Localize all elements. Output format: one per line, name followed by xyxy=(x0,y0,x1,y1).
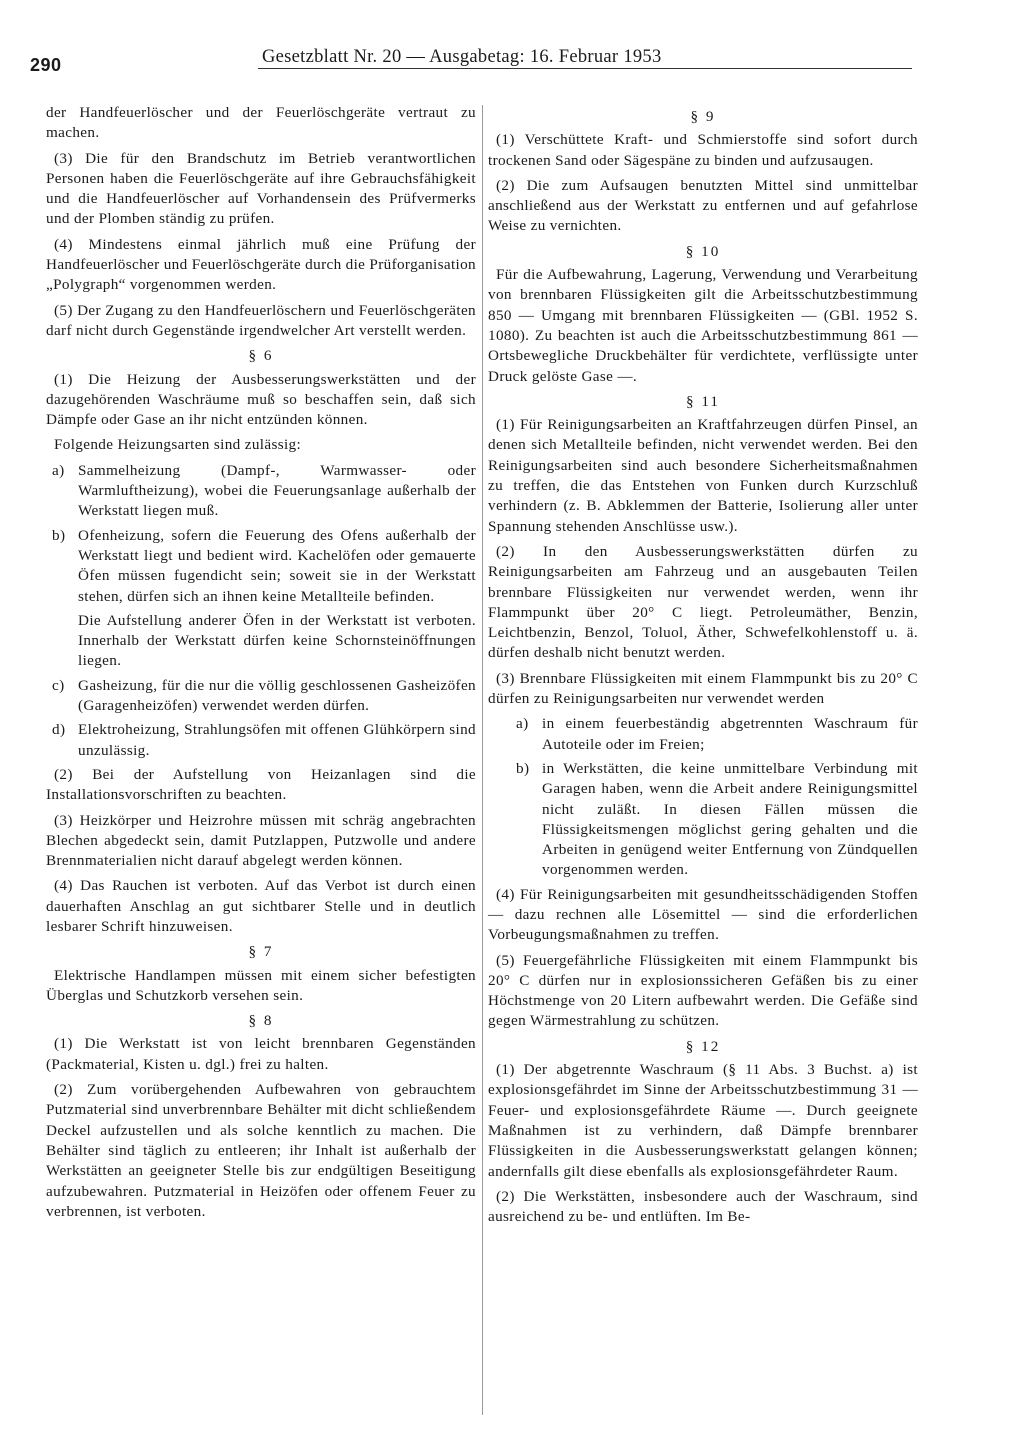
list-text: Elektroheizung, Strahlungsöfen mit offenen Glühkörpern sind unzulässig. xyxy=(78,721,476,759)
paragraph: (4) Das Rauchen ist verboten. Auf das Verbot ist durch einen dauerhaften Anschlag an gut sichtbarer Stelle und in deutlich lesbarer Schrift hinzuweisen. xyxy=(46,877,476,935)
paragraph: (4) Für Reinigungsarbeiten mit gesundheitsschädigenden Stoffen — dazu rechnen alle Lösemittel — sind die erforderlichen Vorbeugungsmaßnahmen zu treffen. xyxy=(488,885,918,944)
list-text: in einem feuerbeständig abgetrennten Waschraum für Autoteile oder im Freien; xyxy=(542,715,918,753)
paragraph: (2) Bei der Aufstellung von Heizanlagen sind die Installationsvorschriften zu beachten. xyxy=(46,765,476,804)
paragraph: (4) Mindestens einmal jährlich muß eine Prüfung der Handfeuerlöscher und Feuerlöschgeräte durch die Prüforganisation „Polygraph“ vorgenommen werden. xyxy=(46,235,476,294)
paragraph: Elektrische Handlampen müssen mit einem sicher befestigten Überglas und Schutzkorb versehen sein. xyxy=(46,966,476,1004)
paragraph: (2) In den Ausbesserungswerkstätten dürfen zu Reinigungsarbeiten am Fahrzeug und an ausgebauten Teilen brennbare Flüssigkeiten nur verwendet werden, wenn ihr Flammpunkt über 20° C liegt. Petroleumäther, Benzin, Leichtbenzin, Benzol, Toluol, Äther, Schwefelkohlenstoff u. ä. dürfen deshalb nicht benutzt werden. xyxy=(488,542,918,662)
list-text: in Werkstätten, die keine unmittelbare Verbindung mit Garagen haben, wenn die Arbeit andere Reinigungsmittel nicht zuläßt. In diesen Fällen müssen die Flüssigkeitsmengen möglichst gering gehalten und die Arbeiten in genügend weiter Entfernung von Zündquellen vorgenommen werden. xyxy=(542,759,918,879)
paragraph: (1) Verschüttete Kraft- und Schmierstoffe sind sofort durch trockenen Sand oder Sägespäne zu binden und aufzusaugen. xyxy=(488,131,918,169)
list-text: Gasheizung, für die nur die völlig geschlossenen Gasheizöfen (Garagenheizöfen) verwendet werden dürfen. xyxy=(78,676,476,715)
list-item xyxy=(516,714,918,755)
right-column xyxy=(488,103,918,1232)
gazette-header: Gesetzblatt Nr. 20 — Ausgabetag: 16. Februar 1953 xyxy=(262,47,662,67)
list-marker: d) xyxy=(52,721,66,739)
paragraph: (3) Die für den Brandschutz im Betrieb verantwortlichen Personen haben die Feuerlöschgeräte auf ihre Gebrauchsfähigkeit und die Handfeuerlöscher auf Vorhandensein des Prüfvermerks und der Plomben ständig zu prüfen. xyxy=(46,149,476,228)
paragraph: (3) Brennbare Flüssigkeiten mit einem Flammpunkt bis zu 20° C dürfen zu Reinigungsarbeiten nur verwendet werden xyxy=(488,669,918,708)
list-marker: b) xyxy=(52,526,66,544)
list-marker: a) xyxy=(52,461,65,479)
list-item xyxy=(52,461,476,522)
paragraph: der Handfeuerlöscher und der Feuerlöschgeräte vertraut zu machen. xyxy=(46,104,476,142)
paragraph: (5) Feuergefährliche Flüssigkeiten mit einem Flammpunkt bis 20° C dürfen nur in explosionssicheren Gefäßen bis zu einer Höchstmenge von 20 Litern aufbewahrt werden. Die Gefäße sind gegen Wärmestrahlung zu schützen. xyxy=(488,951,918,1030)
list-subparagraph: Die Aufstellung anderer Öfen in der Werkstatt ist verboten. Innerhalb der Werkstatt dürfen keine Schornsteinöffnungen liegen. xyxy=(78,611,476,670)
paragraph: (1) Für Reinigungsarbeiten an Kraftfahrzeugen dürfen Pinsel, an denen sich Metallteile befinden, nicht verwendet werden. Bei den Reinigungsarbeiten sind auch besondere Sicherheitsmaßnahmen zu treffen, die das Entstehen von Funken durch Kurzschluß verhindern (z. B. Abklemmen der Batterie, Isolierung aller unter Spannung stehenden Anschlüsse usw.). xyxy=(488,416,918,535)
section-heading: § 8 xyxy=(248,1012,274,1030)
list-marker: b) xyxy=(516,759,530,777)
paragraph: Folgende Heizungsarten sind zulässig: xyxy=(54,436,302,454)
paragraph: (2) Zum vorübergehenden Aufbewahren von gebrauchtem Putzmaterial sind unverbrennbare Behälter mit dicht schließendem Deckel aufzustellen und als solche kenntlich zu machen. Die Behälter sind täglich zu entleeren; ihr Inhalt ist außerhalb der Werkstätten an geeigneter Stelle bis zur endgültigen Beseitigung aufzubewahren. Putzmaterial in Heizöfen oder offenem Feuer zu verbrennen, ist verboten. xyxy=(46,1081,476,1220)
list-text: Ofenheizung, sofern die Feuerung des Ofens außerhalb der Werkstatt liegt und bedient wird. Kachelöfen oder gemauerte Öfen müssen fugendicht sein; soweit sie in der Werkstatt stehen, dürfen sich an ihnen keine Metallteile befinden. xyxy=(78,526,476,605)
list-marker: a) xyxy=(516,715,529,733)
paragraph: (1) Die Heizung der Ausbesserungswerkstätten und der dazugehörenden Waschräume muß so beschaffen sein, daß sich Dämpfe oder Gase an ihr nicht entzünden können. xyxy=(46,370,476,429)
section-heading: § 10 xyxy=(685,242,721,260)
paragraph: (1) Die Werkstatt ist von leicht brennbaren Gegenständen (Packmaterial, Kisten u. dgl.) frei zu halten. xyxy=(46,1035,476,1073)
list-item xyxy=(52,676,476,717)
section-heading: § 12 xyxy=(685,1037,721,1055)
paragraph: (2) Die zum Aufsaugen benutzten Mittel sind unmittelbar anschließend aus der Werkstatt zu entfernen und auf gefahrlose Weise zu vernichten. xyxy=(488,176,918,235)
list-marker: c) xyxy=(52,676,65,694)
header-rule xyxy=(258,68,912,69)
list-item xyxy=(516,759,918,881)
paragraph: (1) Der abgetrennte Waschraum (§ 11 Abs. 3 Buchst. a) ist explosionsgefährdet im Sinne der Arbeitsschutzbestimmung 31 — Feuer- und explosionsgefährdete Räume —. Durch geeignete Maßnahmen ist zu verhindern, daß Dämpfe brennbarer Flüssigkeiten in die Ausbesserungswerkstatt gelangen können; andernfalls gilt diese ebenfalls als explosionsgefährdeter Raum. xyxy=(488,1061,918,1180)
list-item xyxy=(52,526,476,607)
paragraph: Für die Aufbewahrung, Lagerung, Verwendung und Verarbeitung von brennbaren Flüssigkeiten gilt die Arbeitsschutzbestimmung 850 — Umgang mit brennbaren Flüssigkeiten — (GBl. 1952 S. 1080). Zu beachten ist auch die Arbeitsschutzbestimmung 861 — Ortsbewegliche Druckbehälter für verdichtete, verflüssigte unter Druck gelöste Gase —. xyxy=(488,266,918,385)
left-column xyxy=(46,103,476,1227)
list-item xyxy=(52,720,476,761)
paragraph: (2) Die Werkstätten, insbesondere auch der Waschraum, sind ausreichend zu be- und entlüften. Im Be- xyxy=(488,1187,918,1226)
page-number: 290 xyxy=(30,55,62,75)
paragraph: (3) Heizkörper und Heizrohre müssen mit schräg angebrachten Blechen abgedeckt sein, damit Putzlappen, Putzwolle und andere Brennmaterialien nicht darauf abgelegt werden können. xyxy=(46,811,476,870)
section-heading: § 9 xyxy=(690,108,716,125)
section-heading: § 7 xyxy=(248,943,274,961)
section-heading: § 6 xyxy=(248,347,274,365)
column-divider xyxy=(482,105,483,1415)
section-heading: § 11 xyxy=(685,392,720,410)
paragraph: (5) Der Zugang zu den Handfeuerlöschern und Feuerlöschgeräten darf nicht durch Gegenstände irgendwelcher Art verstellt werden. xyxy=(46,301,476,339)
list-text: Sammelheizung (Dampf-, Warmwasser- oder Warmluftheizung), wobei die Feuerungsanlage außerhalb der Werkstatt liegen muß. xyxy=(78,461,476,520)
